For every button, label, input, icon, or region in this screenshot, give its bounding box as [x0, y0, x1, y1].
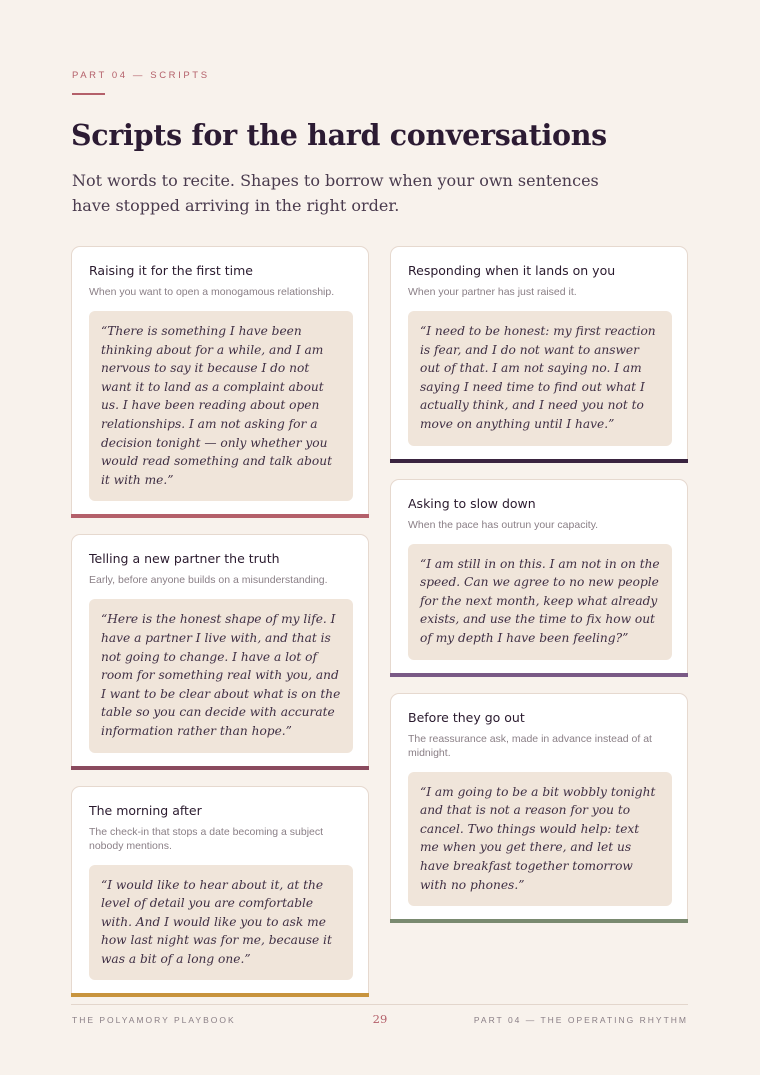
script-card	[71, 246, 369, 516]
left-column	[71, 246, 369, 1013]
card-subtitle: Early, before anyone builds on a misunderstanding.	[89, 574, 328, 587]
card-quote: “I need to be honest: my first reaction is fear, and I do not want to answer out of that. I am not saying no. I am saying I need time to find out what I actually think, and I need you not to move on anything until I have.”	[408, 311, 672, 446]
card-accent-bar	[390, 919, 688, 923]
card-accent-bar	[71, 993, 369, 997]
card-subtitle: When you want to open a monogamous relationship.	[89, 286, 335, 298]
card-quote: “I would like to hear about it, at the level of detail you are comfortable with. And I would like you to ask me how last night was for me, because it was a bit of a long one.”	[89, 865, 353, 981]
eyebrow-label: PART 04 — SCRIPTS	[72, 70, 210, 81]
page-title: Scripts for the hard conversations	[71, 118, 607, 152]
card-quote: “I am going to be a bit wobbly tonight and that is not a reason for you to cancel. Two things would help: text me when you get there, and let us have breakfast together tomorrow with no phones.”	[408, 772, 672, 907]
card-quote: “I am still in on this. I am not in on the speed. Can we agree to no new people for the next month, keep what already exists, and use the time to fix how out of my depth I have been feeling?”	[408, 544, 672, 660]
page-subtitle: Not words to recite. Shapes to borrow when your own sentences have stopped arriving in the right order.	[72, 171, 599, 215]
footer-section-title: PART 04 — THE OPERATING RHYTHM	[473, 1015, 688, 1025]
card-title: Before they go out	[408, 709, 525, 725]
footer-book-title: THE POLYAMORY PLAYBOOK	[72, 1015, 236, 1025]
card-quote: “There is something I have been thinking about for a while, and I am nervous to say it because I do not want it to land as a complaint about us. I have been reading about open relationships. I am not asking for a decision tonight — only whether you would read something and talk about it with me.”	[89, 311, 353, 501]
card-accent-bar	[390, 459, 688, 463]
script-card	[71, 534, 369, 767]
script-card	[71, 786, 369, 996]
script-card	[390, 693, 688, 922]
page-number: 29	[372, 1012, 388, 1026]
eyebrow-rule	[72, 93, 105, 95]
card-title: Raising it for the first time	[89, 263, 253, 278]
card-subtitle: The check-in that stops a date becoming a subject nobody mentions.	[89, 825, 324, 852]
card-quote: “Here is the honest shape of my life. I have a partner I live with, and that is not going to change. I have a lot of room for something real with you, and I want to be clear about what is on the table so you can decide with accurate information rather than hope.”	[89, 599, 353, 752]
footer-rule	[71, 1004, 688, 1005]
card-title: Asking to slow down	[408, 495, 536, 511]
card-subtitle: The reassurance ask, made in advance instead of at midnight.	[408, 732, 652, 759]
card-accent-bar	[71, 766, 369, 770]
right-column	[390, 246, 688, 939]
script-card	[390, 479, 688, 675]
card-accent-bar	[390, 673, 688, 677]
card-subtitle: When the pace has outrun your capacity.	[408, 518, 599, 531]
card-subtitle: When your partner has just raised it.	[408, 286, 577, 298]
script-card	[390, 246, 688, 461]
card-accent-bar	[71, 514, 369, 518]
card-title: Responding when it lands on you	[408, 263, 616, 278]
card-title: The morning after	[89, 802, 202, 818]
card-title: Telling a new partner the truth	[89, 551, 280, 567]
